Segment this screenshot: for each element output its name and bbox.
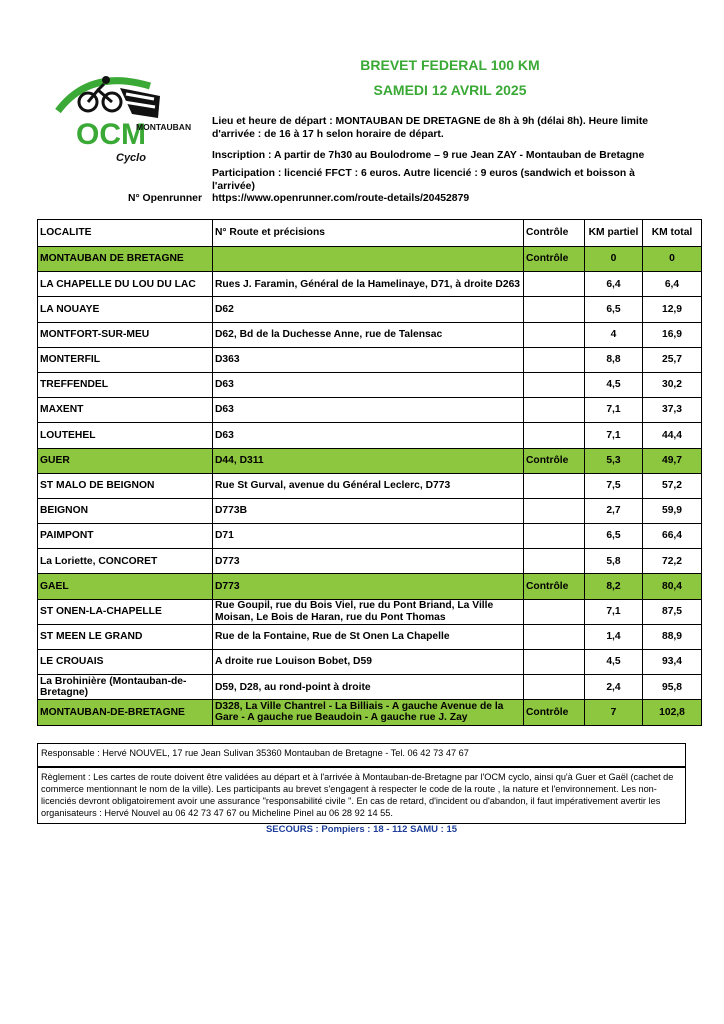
cell-controle: Contrôle xyxy=(524,700,585,725)
cell-km-partiel: 7,1 xyxy=(585,599,643,624)
table-row xyxy=(38,524,702,549)
table-row xyxy=(38,599,702,624)
cell-route: D71 xyxy=(213,524,524,549)
cell-km-partiel: 6,5 xyxy=(585,297,643,322)
cell-km-partiel: 7,1 xyxy=(585,423,643,448)
openrunner-label: N° Openrunner xyxy=(128,193,203,204)
cell-controle xyxy=(524,675,585,700)
cell-localite: MONTERFIL xyxy=(38,347,213,372)
cell-km-partiel: 8,8 xyxy=(585,347,643,372)
cell-controle xyxy=(524,398,585,423)
cell-km-total: 44,4 xyxy=(643,423,702,448)
table-row xyxy=(38,398,702,423)
table-row xyxy=(38,650,702,675)
svg-text:OCM: OCM xyxy=(76,118,146,151)
reglement-text: Règlement : Les cartes de route doivent être validées au départ et à l'arrivée à Montauban-de-Bretagne par l'OCM cyclo, ainsi qu'à Guer et Gaël (cachet de commerce mentionnant le nom de la ville). Les participants au brevet s'engagent à respecter le code de la route , la nature et l'environnement. Les non-licenciés devront obligatoirement avoir une assurance "responsabilité civile ". En cas de retard, d'incident ou d'abandon, il faut impérativement avertir les organisateurs : Hervé Nouvel au 06 42 73 47 67 ou Micheline Pinel au 06 28 92 14 55. xyxy=(37,767,686,824)
cell-localite: LE CROUAIS xyxy=(38,650,213,675)
openrunner-link[interactable]: https://www.openrunner.com/route-details/20452879 xyxy=(212,193,470,204)
table-row xyxy=(38,247,702,272)
cell-localite: PAIMPONT xyxy=(38,524,213,549)
cell-km-partiel: 5,8 xyxy=(585,549,643,574)
cell-km-partiel: 7 xyxy=(585,700,643,725)
table-row xyxy=(38,498,702,523)
cell-localite: MONTAUBAN-DE-BRETAGNE xyxy=(38,700,213,725)
cell-route: D773 xyxy=(213,549,524,574)
cell-route: A droite rue Louison Bobet, D59 xyxy=(213,650,524,675)
cell-route: Rue de la Fontaine, Rue de St Onen La Chapelle xyxy=(213,624,524,649)
cell-localite: La Loriette, CONCORET xyxy=(38,549,213,574)
cell-controle xyxy=(524,524,585,549)
responsable-info: Responsable : Hervé NOUVEL, 17 rue Jean Sulivan 35360 Montauban de Bretagne - Tel. 06 42 73 47 67 xyxy=(37,743,686,767)
cell-km-partiel: 6,5 xyxy=(585,524,643,549)
table-row xyxy=(38,574,702,599)
cell-route: D44, D311 xyxy=(213,448,524,473)
cell-km-total: 0 xyxy=(643,247,702,272)
cell-km-total: 95,8 xyxy=(643,675,702,700)
cell-km-partiel: 2,4 xyxy=(585,675,643,700)
cell-km-total: 88,9 xyxy=(643,624,702,649)
cell-localite: La Brohinière (Montauban-de-Bretagne) xyxy=(38,675,213,700)
cell-km-total: 80,4 xyxy=(643,574,702,599)
cell-controle: Contrôle xyxy=(524,247,585,272)
cell-controle: Contrôle xyxy=(524,448,585,473)
cell-route: D363 xyxy=(213,347,524,372)
event-date: SAMEDI 12 AVRIL 2025 xyxy=(373,82,527,98)
cell-controle xyxy=(524,272,585,297)
depart-info: Lieu et heure de départ : MONTAUBAN DE DRETAGNE de 8h à 9h (délai 8h). Heure limite d'arrivée : de 16 à 17 h selon horaire de départ. xyxy=(212,116,649,140)
route-table xyxy=(37,219,702,726)
header-localite: LOCALITE xyxy=(38,220,213,247)
cell-localite: ST MEEN LE GRAND xyxy=(38,624,213,649)
table-row xyxy=(38,700,702,725)
club-logo xyxy=(50,66,192,176)
header-km-partiel: KM partiel xyxy=(585,220,643,247)
participation-info: Participation : licencié FFCT : 6 euros. Autre licencié : 9 euros (sandwich et boisson à l'arrivée) xyxy=(212,168,635,192)
table-row xyxy=(38,448,702,473)
cell-route: D62, Bd de la Duchesse Anne, rue de Talensac xyxy=(213,322,524,347)
cell-km-total: 87,5 xyxy=(643,599,702,624)
svg-text:MONTAUBAN: MONTAUBAN xyxy=(136,122,192,132)
cell-route: Rue Goupil, rue du Bois Viel, rue du Pont Briand, La Ville Moisan, Le Bois de Haran, rue du Pont Thomas xyxy=(213,599,524,624)
cell-controle xyxy=(524,297,585,322)
cell-km-total: 102,8 xyxy=(643,700,702,725)
cell-controle xyxy=(524,650,585,675)
cell-km-total: 25,7 xyxy=(643,347,702,372)
cell-controle xyxy=(524,372,585,397)
cell-localite: TREFFENDEL xyxy=(38,372,213,397)
table-row xyxy=(38,372,702,397)
table-row xyxy=(38,272,702,297)
cell-controle xyxy=(524,599,585,624)
cell-localite: BEIGNON xyxy=(38,498,213,523)
cell-km-total: 12,9 xyxy=(643,297,702,322)
header-controle: Contrôle xyxy=(524,220,585,247)
cell-localite: GAEL xyxy=(38,574,213,599)
cell-km-partiel: 2,7 xyxy=(585,498,643,523)
svg-text:Cyclo: Cyclo xyxy=(116,152,146,164)
table-row xyxy=(38,347,702,372)
secours-info: SECOURS : Pompiers : 18 - 112 SAMU : 15 xyxy=(265,824,458,835)
cell-km-partiel: 8,2 xyxy=(585,574,643,599)
event-title: BREVET FEDERAL 100 KM xyxy=(360,57,540,73)
cell-km-partiel: 7,1 xyxy=(585,398,643,423)
cell-route: D328, La Ville Chantrel - La Billiais - A gauche Avenue de la Gare - A gauche rue Beaudoin - A gauche rue J. Zay xyxy=(213,700,524,725)
cell-km-total: 30,2 xyxy=(643,372,702,397)
cell-localite: MAXENT xyxy=(38,398,213,423)
cell-localite: LA NOUAYE xyxy=(38,297,213,322)
cell-km-partiel: 0 xyxy=(585,247,643,272)
cell-route: D63 xyxy=(213,398,524,423)
cell-route: D773 xyxy=(213,574,524,599)
cell-route: D773B xyxy=(213,498,524,523)
cell-localite: MONTFORT-SUR-MEU xyxy=(38,322,213,347)
cell-localite: MONTAUBAN DE BRETAGNE xyxy=(38,247,213,272)
cell-km-total: 93,4 xyxy=(643,650,702,675)
cell-controle xyxy=(524,322,585,347)
cell-localite: LOUTEHEL xyxy=(38,423,213,448)
cyclist-logo-icon xyxy=(50,66,192,176)
cell-controle xyxy=(524,624,585,649)
cell-route: D59, D28, au rond-point à droite xyxy=(213,675,524,700)
cell-km-total: 66,4 xyxy=(643,524,702,549)
table-row xyxy=(38,322,702,347)
table-row xyxy=(38,675,702,700)
cell-km-total: 16,9 xyxy=(643,322,702,347)
cell-km-partiel: 6,4 xyxy=(585,272,643,297)
cell-controle xyxy=(524,347,585,372)
cell-localite: ST MALO DE BEIGNON xyxy=(38,473,213,498)
cell-localite: LA CHAPELLE DU LOU DU LAC xyxy=(38,272,213,297)
cell-localite: ST ONEN-LA-CHAPELLE xyxy=(38,599,213,624)
cell-route: D63 xyxy=(213,423,524,448)
cell-route: Rue St Gurval, avenue du Général Leclerc, D773 xyxy=(213,473,524,498)
cell-km-partiel: 1,4 xyxy=(585,624,643,649)
cell-km-total: 57,2 xyxy=(643,473,702,498)
cell-route: D63 xyxy=(213,372,524,397)
cell-route: Rues J. Faramin, Général de la Hamelinaye, D71, à droite D263 xyxy=(213,272,524,297)
table-row xyxy=(38,423,702,448)
cell-km-partiel: 4,5 xyxy=(585,650,643,675)
cell-km-partiel: 7,5 xyxy=(585,473,643,498)
cell-controle xyxy=(524,473,585,498)
cell-km-total: 6,4 xyxy=(643,272,702,297)
table-row xyxy=(38,297,702,322)
cell-localite: GUER xyxy=(38,448,213,473)
cell-controle xyxy=(524,549,585,574)
table-row xyxy=(38,549,702,574)
header-route: N° Route et précisions xyxy=(213,220,524,247)
cell-km-total: 37,3 xyxy=(643,398,702,423)
cell-route: D62 xyxy=(213,297,524,322)
cell-route xyxy=(213,247,524,272)
cell-controle xyxy=(524,423,585,448)
cell-km-partiel: 4,5 xyxy=(585,372,643,397)
cell-km-partiel: 5,3 xyxy=(585,448,643,473)
cell-km-partiel: 4 xyxy=(585,322,643,347)
cell-km-total: 72,2 xyxy=(643,549,702,574)
cell-controle: Contrôle xyxy=(524,574,585,599)
header-km-total: KM total xyxy=(643,220,702,247)
cell-km-total: 49,7 xyxy=(643,448,702,473)
cell-controle xyxy=(524,498,585,523)
table-header-row xyxy=(38,220,702,247)
inscription-info: Inscription : A partir de 7h30 au Boulodrome – 9 rue Jean ZAY - Montauban de Bretagne xyxy=(212,150,645,161)
table-row xyxy=(38,473,702,498)
cell-km-total: 59,9 xyxy=(643,498,702,523)
table-row xyxy=(38,624,702,649)
